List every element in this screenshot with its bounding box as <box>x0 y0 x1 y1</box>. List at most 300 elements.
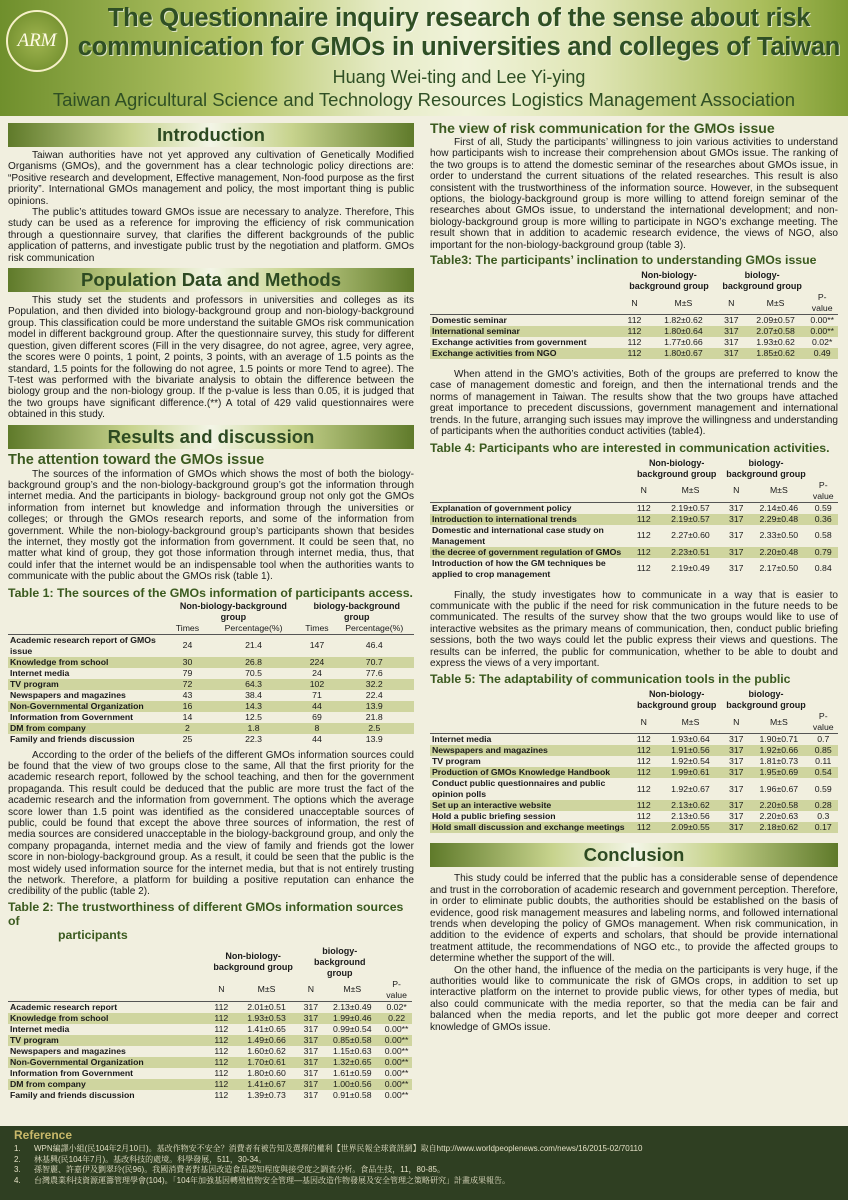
table-cell: 0.28 <box>809 800 838 811</box>
table4-n2: N <box>723 480 749 503</box>
table-cell: 317 <box>723 514 749 525</box>
reference-item <box>14 1144 642 1155</box>
table-cell: 317 <box>723 800 749 811</box>
table5-group1: Non-biology-background group <box>636 689 717 711</box>
row-label: Production of GMOs Knowledge Handbook <box>430 767 630 778</box>
table2-group2: biology-background group <box>313 945 366 978</box>
table-cell: 112 <box>630 514 658 525</box>
table3-body <box>430 315 838 360</box>
row-label: Newspapers and magazines <box>430 745 630 756</box>
table-cell: 0.85±0.58 <box>323 1035 381 1046</box>
table-cell: 0.59 <box>814 783 832 794</box>
table-cell: 64.3 <box>208 679 300 690</box>
table-cell: 2.18±0.62 <box>749 822 808 833</box>
row-label: Non-Governmental Organization <box>8 701 167 712</box>
table-cell: 317 <box>729 530 744 540</box>
row-label: Newspapers and magazines <box>10 689 126 700</box>
reference-text: 台灣農業科技資源運籌管理學會(104)。「104年加強基因轉殖植物安全管理—基因改造作物發展及安全管理之策略研究」計畫成果報告。 <box>34 1175 511 1185</box>
table-cell: 1.8 <box>208 723 300 734</box>
row-label: Introduction of how the GM techniques be applied to crop management <box>432 557 606 579</box>
table-cell: 1.99±0.46 <box>323 1013 381 1024</box>
table-cell: 224 <box>299 657 334 668</box>
table-cell: 317 <box>724 337 739 348</box>
table-row <box>8 1079 412 1090</box>
reference-text: 孫智麗、許嘉伊及劉翠玲(民96)。我國消費者對基因改造食品認知程度與接受度之調查分析。食品生技，11，80-85。 <box>34 1165 445 1174</box>
table-cell: 1.82±0.62 <box>664 315 703 326</box>
table3-ms2: M±S <box>745 292 807 315</box>
table5-n2: N <box>723 711 749 734</box>
table-cell: 317 <box>723 745 749 756</box>
table-cell: 112 <box>630 767 658 778</box>
table-row <box>430 525 838 547</box>
table-cell: 2.07±0.58 <box>745 326 807 337</box>
table-cell: 71 <box>312 689 322 700</box>
table-row <box>430 547 838 558</box>
reference-text: WPN編譯小組(民104年2月10日)。基改作物安不安全？消費者有被告知及選擇的權利【世界民報全球資訊網】取自http://www.worldpeoplenews.com/news/16/2015-02/70110 <box>34 1144 643 1153</box>
table-cell: 8 <box>299 723 334 734</box>
table-cell: 112 <box>630 822 658 833</box>
table-cell: 25 <box>182 733 193 744</box>
row-label: Internet media <box>10 1023 70 1034</box>
table1-body <box>8 634 414 745</box>
table4-body <box>430 502 838 580</box>
table4-ms2: M±S <box>749 480 808 503</box>
table-cell: 1.93±0.62 <box>756 337 795 348</box>
table4-n1: N <box>630 480 658 503</box>
table-row <box>8 668 414 679</box>
table-cell: 2.29±0.48 <box>749 514 808 525</box>
table-cell: 77.6 <box>365 667 383 678</box>
table-cell: 317 <box>718 348 745 359</box>
table-row <box>8 1057 412 1068</box>
row-label: TV program <box>432 756 481 767</box>
row-label: Domestic and international case study on Management <box>432 524 604 546</box>
conclusion-heading: Conclusion <box>430 843 838 867</box>
table3-caption: Table3: The participants’ inclination to understanding GMOs issue <box>430 253 817 268</box>
table-cell: 1.93±0.64 <box>671 734 710 745</box>
table-row <box>8 657 414 668</box>
table-cell: 0.00** <box>384 1089 409 1100</box>
table-row <box>430 348 838 359</box>
table-row <box>430 326 838 337</box>
view-heading: The view of risk communication for the GMOs issue <box>430 120 775 136</box>
table-cell: 1.39±0.73 <box>247 1089 286 1100</box>
table-cell: 112 <box>627 337 642 348</box>
row-label: Academic research report <box>10 1001 118 1012</box>
table3-group2: biology-background group <box>722 270 802 292</box>
table-cell: 0.00** <box>384 1067 409 1078</box>
table-cell: 112 <box>636 734 651 745</box>
table-cell: 44 <box>312 733 322 744</box>
table-cell: 38.4 <box>245 689 263 700</box>
table-cell: 317 <box>724 315 739 326</box>
arm-logo: ARM <box>6 10 68 72</box>
table-row <box>8 690 414 701</box>
reference-item <box>14 1165 642 1176</box>
table-cell: 112 <box>214 1089 229 1100</box>
table2-group1: Non-biology-background group <box>213 951 293 973</box>
reference-section <box>0 1126 848 1200</box>
table3-ms1: M±S <box>649 292 718 315</box>
table1-caption: Table 1: The sources of the GMOs information of participants access. <box>8 585 413 600</box>
row-label: Hold small discussion and exchange meetings <box>430 822 630 833</box>
table-cell: 2 <box>167 723 207 734</box>
table-cell: 112 <box>636 756 651 767</box>
table5-ms2: M±S <box>749 711 808 734</box>
table5-body <box>430 734 838 834</box>
row-label: Family and friends discussion <box>10 733 135 744</box>
table-cell: 1.41±0.67 <box>235 1079 299 1090</box>
table-cell: 0.58 <box>814 530 832 540</box>
row-label: DM from company <box>8 723 167 734</box>
row-label: TV program <box>8 679 167 690</box>
table-cell: 1.80±0.60 <box>247 1067 286 1078</box>
table5 <box>430 689 838 833</box>
table-cell: 0.00** <box>381 1057 412 1068</box>
table-cell: 317 <box>723 822 749 833</box>
table-cell: 0.79 <box>809 547 838 558</box>
table-cell: 1.80±0.64 <box>649 326 718 337</box>
table-cell: 26.8 <box>208 657 300 668</box>
table-row <box>430 734 838 746</box>
table-cell: 317 <box>298 1079 323 1090</box>
row-label: Non-Governmental Organization <box>8 1057 208 1068</box>
table2 <box>8 946 412 1101</box>
table3 <box>430 270 838 359</box>
table-row <box>8 1024 412 1035</box>
table-cell: 1.92±0.66 <box>749 745 808 756</box>
table2-ms2: M±S <box>323 979 381 1002</box>
table-cell: 112 <box>636 530 651 540</box>
table-cell: 30 <box>167 657 207 668</box>
table-cell: 317 <box>298 1057 323 1068</box>
table-row <box>430 767 838 778</box>
table-cell: 1.85±0.62 <box>745 348 807 359</box>
reference-list <box>14 1144 642 1186</box>
table-cell: 0.7 <box>817 734 830 745</box>
table2-body <box>8 1001 412 1101</box>
table3-group1: Non-biology-background group <box>629 270 709 292</box>
table-cell: 317 <box>723 767 749 778</box>
table-cell: 24 <box>312 667 322 678</box>
table-cell: 0.3 <box>817 811 830 822</box>
table-cell: 21.8 <box>365 711 383 722</box>
poster-title-line2: communication for GMOs in universities and colleges of Taiwan <box>77 33 841 61</box>
table-cell: 112 <box>214 1023 229 1034</box>
row-label: TV program <box>8 1035 208 1046</box>
row-label: Knowledge from school <box>8 1013 208 1024</box>
table-cell: 2.13±0.62 <box>658 800 724 811</box>
table-cell: 2.01±0.51 <box>247 1001 286 1012</box>
table-cell: 2.19±0.57 <box>671 502 710 513</box>
table-row <box>8 1090 412 1101</box>
table-cell: 0.02* <box>812 337 833 348</box>
table-cell: 1.61±0.59 <box>332 1067 372 1078</box>
table-cell: 0.00** <box>806 326 838 337</box>
table-row <box>430 822 838 833</box>
table3-n2: N <box>718 292 745 315</box>
table-cell: 0.91±0.58 <box>332 1089 372 1100</box>
table1 <box>8 601 414 745</box>
table-cell: 1.70±0.61 <box>235 1057 299 1068</box>
reference-item <box>14 1155 642 1166</box>
table-cell: 22.3 <box>245 733 263 744</box>
table-cell: 112 <box>208 1013 235 1024</box>
row-label: DM from company <box>8 1079 208 1090</box>
table-cell: 22.4 <box>365 689 383 700</box>
row-label: Information from Government <box>10 711 134 722</box>
right-column <box>430 120 838 1033</box>
table-cell: 2.20±0.58 <box>749 800 808 811</box>
table3-n1: N <box>620 292 649 315</box>
table-cell: 112 <box>214 1001 229 1012</box>
table-cell: 43 <box>182 689 193 700</box>
table-cell: 317 <box>729 734 744 745</box>
table-row <box>430 811 838 822</box>
poster-title-line1: The Questionnaire inquiry research of the sense about risk <box>107 4 811 32</box>
table4-group2: biology-background group <box>726 457 806 479</box>
row-label: Academic research report of GMOs issue <box>10 634 156 656</box>
reference-number: 4. <box>14 1175 21 1185</box>
table-cell: 112 <box>208 1079 235 1090</box>
table-cell: 0.54 <box>809 767 838 778</box>
conclusion-paragraph-1: This study could be inferred that the public has a considerable sense of dependence and trust in the corroboration of academic research and government perception. Therefore, in order to eliminate public doubts, the authorities should be established on the basis of evidence, good risk management measures and labeling norms, and followed international trends when developing the policy of GMOs management. When risk communication, in addition to the evidence of experts and scholars, that should be provide international treatment attitude, the recommendations of NGO etc., to provide the affected groups to determine whether the support of the will. <box>430 873 838 965</box>
row-label: Newspapers and magazines <box>10 1045 126 1056</box>
table-cell: 1.49±0.66 <box>235 1035 299 1046</box>
table-cell: 2.19±0.49 <box>671 563 710 573</box>
table-cell: 0.49 <box>806 348 838 359</box>
table-cell: 317 <box>303 1001 319 1012</box>
left-column <box>8 120 414 1101</box>
table-row <box>430 745 838 756</box>
table-cell: 2.5 <box>334 723 414 734</box>
table-cell: 317 <box>303 1067 319 1078</box>
table-cell: 112 <box>630 745 658 756</box>
table-cell: 72 <box>167 679 207 690</box>
table-row <box>8 634 414 657</box>
table1-group1: Non-biology-background group <box>179 600 287 622</box>
row-label: Internet media <box>432 734 492 745</box>
results-heading: Results and discussion <box>8 425 414 449</box>
table-row <box>8 1001 412 1013</box>
row-label: Knowledge from school <box>8 657 167 668</box>
table-cell: 79 <box>182 667 193 678</box>
table-row <box>430 514 838 525</box>
table-cell: 317 <box>729 756 744 767</box>
table-cell: 317 <box>729 783 744 794</box>
table-cell: 0.11 <box>815 756 832 767</box>
row-label: Explanation of government policy <box>432 502 572 513</box>
table-cell: 2.17±0.50 <box>759 563 799 573</box>
table-cell: 2.19±0.57 <box>658 514 724 525</box>
table-cell: 147 <box>309 640 325 651</box>
table1-group2: biology-background group <box>313 600 400 622</box>
table-cell: 112 <box>214 1067 229 1078</box>
table-cell: 102 <box>299 679 334 690</box>
reference-number: 2. <box>14 1154 21 1164</box>
table-cell: 112 <box>636 502 651 513</box>
table-cell: 1.93±0.53 <box>235 1013 299 1024</box>
table-cell: 2.13±0.49 <box>332 1001 372 1012</box>
table-cell: 1.90±0.71 <box>759 734 799 745</box>
row-label: Set up an interactive website <box>430 800 630 811</box>
table5-n1: N <box>630 711 658 734</box>
table-cell: 112 <box>208 1057 235 1068</box>
row-label: Introduction to international trends <box>430 514 630 525</box>
table-row <box>8 712 414 723</box>
row-label: International seminar <box>430 326 620 337</box>
row-label: Information from Government <box>10 1067 134 1078</box>
table1-col3: Times <box>299 623 334 635</box>
table-cell: 21.4 <box>245 640 263 651</box>
row-label: Domestic seminar <box>432 315 507 326</box>
table4 <box>430 458 838 580</box>
table3-p: P- value <box>806 292 838 315</box>
organization: Taiwan Agricultural Science and Technology Resources Logistics Management Association <box>52 89 796 110</box>
table-cell: 317 <box>729 811 744 822</box>
table4-ms1: M±S <box>658 480 724 503</box>
introduction-heading: Introduction <box>8 123 414 147</box>
table-cell: 1.96±0.67 <box>759 783 799 794</box>
table-cell: 46.4 <box>365 640 383 651</box>
row-label: Exchange activities from NGO <box>430 348 620 359</box>
table-row <box>430 800 838 811</box>
table-row <box>8 723 414 734</box>
table-cell: 0.00** <box>384 1023 409 1034</box>
reference-heading: Reference <box>14 1128 73 1142</box>
reference-number: 1. <box>14 1144 21 1153</box>
table2-caption: Table 2: The trustworthiness of different GMOs information sources of <box>8 899 404 928</box>
reference-number: 3. <box>14 1165 21 1174</box>
table-cell: 14 <box>182 711 193 722</box>
table-row <box>430 778 838 800</box>
table-cell: 2.20±0.48 <box>749 547 808 558</box>
table2-caption-line2: participants <box>58 927 128 942</box>
table-row <box>8 1046 412 1057</box>
table-cell: 112 <box>214 1045 229 1056</box>
table2-n2: N <box>298 979 323 1002</box>
table-cell: 24 <box>182 640 193 651</box>
table1-col2: Percentage(%) <box>208 623 300 635</box>
table-cell: 1.92±0.67 <box>671 783 710 794</box>
intro-paragraph-2: The public’s attitudes toward GMOs issue are necessary to analyze. Therefore, This study can be used as a reference for improving the efficiency of risk communication through a questionnaire survey, that clarifies the different backgrounds of the public application of patterns, and investigate public trust by the negotiation and platform. GMOs risk communication <box>8 207 414 264</box>
table-cell: 317 <box>298 1035 323 1046</box>
table-cell: 2.23±0.51 <box>658 547 724 558</box>
table-cell: 1.60±0.62 <box>247 1045 286 1056</box>
table-cell: 1.00±0.56 <box>323 1079 381 1090</box>
intro-paragraph-1: Taiwan authorities have not yet approved any cultivation of Genetically Modified Organisms (GMOs), and the government has a clear technologic policy directions are: “Positive research and development, Effective management, Non-food purpose as the first priority”. International GMOs management and policy, the most important thing is public opinions. <box>8 150 414 207</box>
table-cell: 1.99±0.61 <box>658 767 724 778</box>
table-cell: 0.36 <box>809 514 838 525</box>
table-cell: 13.9 <box>365 733 383 744</box>
table-cell: 70.5 <box>245 667 263 678</box>
table-cell: 14.3 <box>208 701 300 712</box>
table-cell: 112 <box>636 563 651 573</box>
table-cell: 0.17 <box>809 822 838 833</box>
table-row <box>8 734 414 745</box>
table-cell: 317 <box>718 326 745 337</box>
table-row <box>430 756 838 767</box>
table5-group2: biology-background group <box>726 689 806 711</box>
table-cell: 317 <box>729 502 744 513</box>
attention-subheading: The attention toward the GMOs issue <box>8 451 265 468</box>
table-cell: 112 <box>630 800 658 811</box>
table4-caption: Table 4: Participants who are interested in communication activities. <box>430 440 830 455</box>
methods-heading: Population Data and Methods <box>8 268 414 292</box>
table-cell: 2.14±0.46 <box>759 502 799 513</box>
table-cell: 2.09±0.55 <box>658 822 724 833</box>
table1-col4: Percentage(%) <box>334 623 414 635</box>
table-row <box>8 1013 412 1024</box>
results-paragraph-2: According to the order of the beliefs of the different GMOs information sources could be found that the view of two groups close to the same, All that the first priority for the academic research report, followed by the school teaching, and then for the government propaganda. This result could be deduced that the public are more trust the fact of the academic research and the information from government. The options which the average score lower than 1.5 point was identified as the considered unacceptable sources of public, could be found that except the above three sources of information, the rest of media sources are considered unacceptable in the biology-background group, and only the company propaganda, internet media and the view of family and friends got the lower score in non-biology-background group. As a result, it could be seen that the public is the most widely used information source for the internet media, but that is not entirely trusting the network. Therefore, a platform for building a positive reputation can enhance the credibility of the public (table 2). <box>8 749 414 898</box>
table4-group1: Non-biology-background group <box>636 457 717 479</box>
row-label: Family and friends discussion <box>10 1089 135 1100</box>
table5-ms1: M±S <box>658 711 724 734</box>
table4-p: P- value <box>809 480 838 503</box>
table-cell: 2.33±0.50 <box>759 530 799 540</box>
table-row <box>430 337 838 348</box>
table-cell: 1.77±0.66 <box>664 337 703 348</box>
conclusion-paragraph-2: On the other hand, the influence of the media on the participants is very huge, if the authorities would like to communicate the risk of GMOs crops, in addition to set up interactive platform on the internet to provide public views, for other types of media, but also could communicate with the media reporter, so that the media can be fair and balanced when the media reports, and let the public got more deeper and correct knowledge of GMOs issue. <box>430 964 838 1033</box>
table-cell: 317 <box>303 1045 319 1056</box>
table-cell: 112 <box>630 547 658 558</box>
poster-header <box>0 0 848 116</box>
results-paragraph-1: The sources of the information of GMOs which shows the most of both the biology-background group’s and the non-biology-background group’s got the information through internet media. And the participants in biology- background group not only got the GMOs information from internet but knowledge and information through the universities or colleges; or through the GMOs research reports, and some of the information from government. While the non-biology-background group’s participants shown that besides the internet, they mostly got the information from government. It could be seen that, no matter what kind of group, they got those information through internet media, thus, that could infer that the internet would be an indispensable tool when the authorities wants to communicate with the public about the GMOs risk (table 1). <box>8 468 414 583</box>
table-cell: 1.95±0.69 <box>749 767 808 778</box>
table2-n1: N <box>208 979 235 1002</box>
table5-caption: Table 5: The adaptability of communication tools in the public <box>430 672 791 687</box>
table-cell: 16 <box>167 701 207 712</box>
reference-text: 林基興(民104年7月)。基改科技的處境。科學發展，511，30-34。 <box>34 1154 267 1164</box>
table1-col1: Times <box>167 623 207 635</box>
table-row <box>8 1068 412 1079</box>
table-cell: 13.9 <box>334 701 414 712</box>
table-cell: 0.59 <box>814 502 832 513</box>
reference-item <box>14 1176 642 1187</box>
row-label: Exchange activities from government <box>432 337 587 348</box>
table-cell: 32.2 <box>334 679 414 690</box>
table-cell: 2.13±0.56 <box>671 811 710 822</box>
table-row <box>8 1035 412 1046</box>
view-paragraph-3: Finally, the study investigates how to communicate in a way that is easier to communicate with the public if the need for risk communication in the future needs to be communicated. The results of the survey show that the two groups would like to use of interactive websites as the primary means of communication, then, conduct public briefing sessions, both the two ways could let the public express their views and questions. The results can be inferred, the public for communication, whether to be able to doubt and express the views of a very important. <box>430 589 838 669</box>
table-cell: 0.00** <box>381 1079 412 1090</box>
table-cell: 317 <box>729 563 744 573</box>
table-cell: 1.15±0.63 <box>332 1045 372 1056</box>
table-cell: 112 <box>636 783 651 794</box>
table-cell: 0.00** <box>810 315 835 326</box>
table-cell: 1.91±0.56 <box>658 745 724 756</box>
table-cell: 317 <box>303 1023 319 1034</box>
table-row <box>430 315 838 327</box>
row-label: Conduct public questionnaires and public opinion polls <box>432 778 606 800</box>
table-cell: 0.84 <box>814 563 832 573</box>
table-cell: 112 <box>627 315 642 326</box>
table-cell: 1.80±0.67 <box>649 348 718 359</box>
table-cell: 1.32±0.65 <box>323 1057 381 1068</box>
table-cell: 317 <box>723 547 749 558</box>
row-label: Hold a public briefing session <box>432 811 556 822</box>
table-cell: 69 <box>312 711 322 722</box>
table-cell: 1.81±0.73 <box>759 756 799 767</box>
row-label: Internet media <box>10 667 70 678</box>
table2-p: P- value <box>381 979 412 1002</box>
table-cell: 1.92±0.54 <box>671 756 710 767</box>
table-cell: 2.20±0.63 <box>759 811 799 822</box>
methods-paragraph: This study set the students and professors in universities and colleges as its Population, and then divided into biology-background group and non-biology-background group. This classification could be more understand the suitable GMOs risk communication model in different background group. After the questionnaire survey, this study for different question, given different scores (Fill in the very disagree, do not agree, agree, very agree, the scores were 0 points, 1 point, 2 points, 3 points, with an average of 1.5 points as the standard, 1.5 points for the following do not agree, 1.5 points or more Tend to agree). The T-test was performed with the bivariate analysis to obtain the difference between the biology group and the non-biology group. If the p-value is less than 0.05, it is judged that the two groups have significant difference.(**) A total of 429 valid questionnaires were obtained in this study. <box>8 295 414 421</box>
table-cell: 12.5 <box>245 711 263 722</box>
table-cell: 2.09±0.57 <box>756 315 795 326</box>
table-cell: 0.22 <box>381 1013 412 1024</box>
